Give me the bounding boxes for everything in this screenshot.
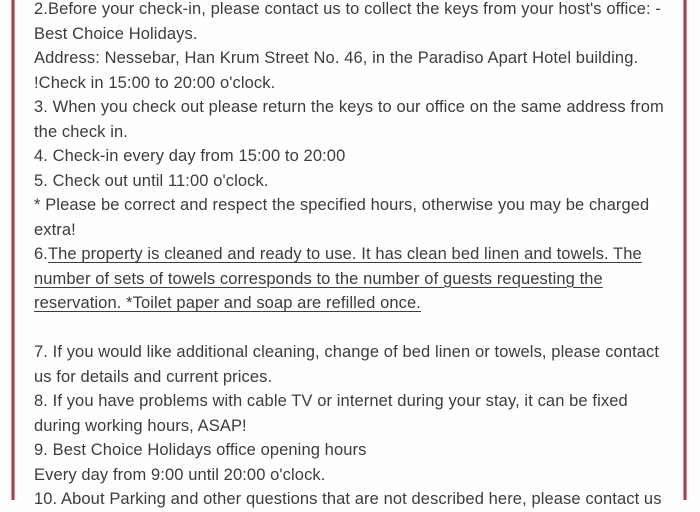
text-line [34,218,674,243]
text-line [34,463,674,488]
line-text: 2.Before your check-in, please contact us to collect the keys from your host's office: - [34,0,662,18]
text-line [34,340,674,365]
line-text: * Please be correct and respect the specified hours, otherwise you may be charged [34,196,650,214]
text-line-blank [34,316,674,341]
text-line [34,95,674,120]
frame-border-right [683,0,687,500]
text-line [34,487,674,512]
text-line [34,71,674,96]
text-line [34,120,674,145]
line-text-underlined: number of sets of towels corresponds to the number of guests requesting the [34,269,603,288]
line-text: during working hours, ASAP! [34,416,247,435]
frame-border-left [11,0,15,500]
text-line [34,365,674,390]
document-body [34,0,674,512]
text-line [34,267,674,292]
line-text: extra! [34,220,76,239]
line-text: !Check in 15:00 to 20:00 o'clock. [34,73,276,92]
line-text: 4. Check-in every day from 15:00 to 20:00 [34,147,346,165]
line-text: 8. If you have problems with cable TV or internet during your stay, it can be fixed [34,392,628,410]
line-text: 3. When you check out please return the keys to our office on the same address from [34,98,664,116]
text-line [34,414,674,439]
line-text-underlined: The property is cleaned and ready to use. It has clean bed linen and towels. The [47,245,642,263]
line-text: 7. If you would like additional cleaning, change of bed linen or towels, please contact [34,343,660,361]
text-line [34,144,674,169]
text-line [34,169,674,194]
line-text-underlined: reservation. *Toilet paper and soap are refilled once. [34,294,421,312]
text-line [34,0,674,22]
line-text: Best Choice Holidays. [34,24,198,43]
line-text: 6. [34,245,48,263]
line-text: 10. About Parking and other questions that are not described here, please contact us [34,490,662,508]
text-line [34,291,674,316]
line-text: the check in. [34,122,128,141]
line-text: us for details and current prices. [34,367,273,386]
line-text: 5. Check out until 11:00 o'clock. [34,171,269,190]
line-text: Every day from 9:00 until 20:00 o'clock. [34,465,326,484]
line-text: 9. Best Choice Holidays office opening hours [34,441,367,459]
text-line [34,22,674,47]
text-line [34,438,674,463]
text-line [34,46,674,71]
line-text: Address: Nessebar, Han Krum Street No. 46, in the Paradiso Apart Hotel building. [34,49,639,67]
text-line [34,389,674,414]
text-line [34,242,674,267]
text-line [34,193,674,218]
